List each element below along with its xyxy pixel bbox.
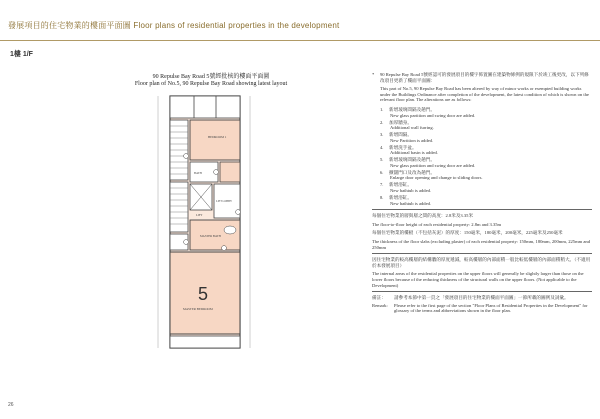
divider <box>372 253 592 254</box>
room-label-bath: BATH <box>194 171 202 175</box>
header-bar <box>0 0 600 41</box>
alteration-list <box>372 107 592 206</box>
floor-height-en: The floor-to-floor height of each residential property: 2.8m and 3.35m <box>372 221 502 227</box>
alteration-intro <box>372 72 592 106</box>
plan-caption <box>96 74 326 88</box>
list-item: 6. 擴闊門口及改為趟門。 Enlarge door opening and change to sliding doors. <box>380 169 483 181</box>
divider <box>372 209 592 210</box>
floor-label: 1樓 1/F <box>10 51 33 58</box>
alteration-intro-en: This part of No.5, 90 Repulse Bay Road has been altered by way of minor works or exempted building works under the Buildings Ordinance after completion of the development, the latest condition of which is shown on the relevant floor plan. The alterations are as follows: <box>380 86 589 103</box>
floor-plan-drawing <box>150 92 260 352</box>
page-section-title: 發展項目的住宅物業的樓面平面圖 Floor plans of residential properties in the development <box>8 21 340 30</box>
page-number: 26 <box>8 402 14 408</box>
notes-panel <box>372 72 592 314</box>
internal-area-en: The internal areas of the residential properties on the upper floors will generally be slightly larger than those on the lower floors because of the reducing thickness of the structural walls on the upper floors. (Not applicable to the Development) <box>372 271 584 288</box>
slab-thickness-en: The thickness of the floor slabs (excluding plaster) of each residential property: 150mm, 180mm, 200mm, 225mm and 250mm <box>372 238 591 250</box>
room-label-lift-lobby: LIFT LOBBY <box>216 200 233 203</box>
remark-en <box>372 303 592 314</box>
room-label-master-bath: MASTER BATH <box>200 234 221 238</box>
remark-text-en: Please refer to the first page of the section "Floor Plans of Residential Properties in the Development" for glossary of the terms and abbreviations shown in the floor plan. <box>394 302 588 314</box>
internal-area-zh: 因住宅物業的較高樓層的結構牆的厚度遞減，較高樓層的內部面積一般比較低樓層的內部面積稍大。（不適用於本發展項目） <box>372 257 591 268</box>
list-item: 8. 新增浴缸。 New bathtub is added. <box>380 195 432 206</box>
list-item: 7. 新增浴缸。 New bathtub is added. <box>380 182 432 194</box>
plan-caption-en: Floor plan of No.5, 90 Repulse Bay Road showing latest layout <box>134 81 288 87</box>
remark-text-zh: 請參考本節中第一頁之「發展項目的住宅物業的樓面平面圖」一節所載的圖例及詞彙。 <box>394 295 569 301</box>
list-item: 2. 加厚牆身。 Additional wall furring. <box>380 119 434 131</box>
room-label-master-bedroom: MASTER BEDROOM <box>183 307 213 311</box>
list-item: 3. 新增間隔。 New Partition is added. <box>380 132 434 143</box>
list-item: 1. 新增玻璃間隔及趟門。 New glass partition and swing door are added. <box>380 106 476 118</box>
list-item: 5. 新增玻璃間隔及趟門。 New glass partition and swing door are added. <box>380 157 476 168</box>
alteration-intro-zh: 90 Repulse Bay Road 5號經認可的發展項目的樓宇佈置圖在建築物條例的規限下於竣工後更改，以下列修改項目更新了樓面平面圖： <box>380 72 589 83</box>
plan-caption-zh: 90 Repulse Bay Road 5號經批核的樓面平面圖 <box>152 74 270 80</box>
room-label-bedroom: BEDROOM 1 <box>208 135 227 139</box>
room-label-lift: LIFT <box>196 213 203 217</box>
floor-height-zh: 每個住宅物業的層與層之間的高度：2.8米及3.35米 <box>372 213 474 219</box>
divider <box>372 291 592 292</box>
remark-label-zh: 備註： <box>372 295 386 301</box>
note-star: * <box>372 72 375 77</box>
slab-thickness-zh: 每個住宅物業的樓板（不包括灰泥）的厚度：150毫米，180毫米，200毫米，225毫米及250毫米 <box>372 230 563 236</box>
remark-label-en: Remark: <box>372 302 388 308</box>
remark-zh <box>372 295 592 301</box>
unit-number: 5 <box>198 284 209 304</box>
list-item: 4. 新增洗手盆。 Additional basin is added. <box>380 144 438 156</box>
